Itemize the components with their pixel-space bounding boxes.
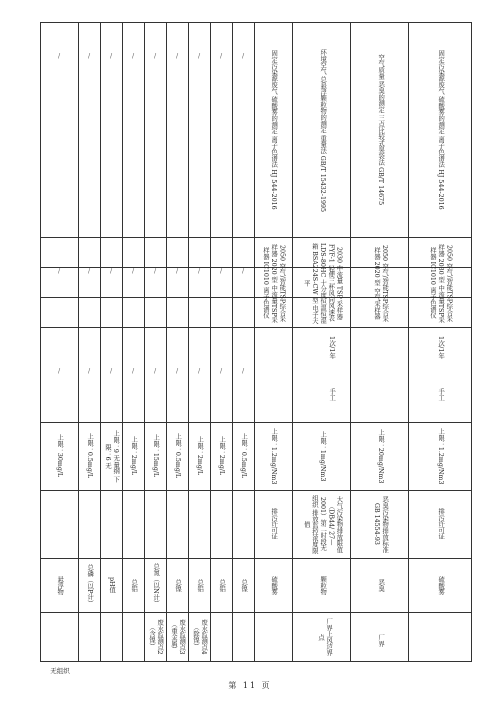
item-row6: 总镍 [174, 578, 182, 592]
limit-odor: 上限：20mg/Nm3 [377, 428, 385, 484]
empty-slash: / [197, 367, 201, 375]
limit-row7: 上限：2mg/L [196, 436, 204, 476]
empty-slash: / [87, 367, 91, 375]
empty-slash: / [197, 52, 201, 60]
empty-slash: / [153, 367, 157, 375]
page-number: 第 11 页 [228, 681, 272, 690]
limit-row9: 上限：0.5mg/L [240, 433, 248, 479]
method-sulfuric: 固定污染源废气 硫酸雾的测定 离子色谱法 HJ 544-2016 [270, 50, 278, 210]
instrument-sulfuric2: 2050 空气/智能TSP综合采样器 2030 型 中流量TSP采样器 IC1010 离子色谱仪 [428, 243, 453, 323]
col-divider [40, 237, 472, 238]
item-row2: 总磷（以P计） [86, 563, 94, 607]
point-boundary: 厂界上风边界点 [317, 618, 333, 656]
empty-slash: / [197, 267, 201, 275]
standard-air: 大气污染物排放限值（DB44/ 27—2001）第二时段无组织 排放监控浓度限值 [302, 494, 343, 554]
item-row5: 总氮（以N计） [152, 563, 160, 607]
empty-slash: / [241, 267, 245, 275]
limit-particulate: 上限：1mg/Nm3 [319, 430, 327, 482]
table-grid [40, 22, 472, 662]
row-divider [408, 22, 409, 662]
point-row6: 废水监测点3（重金属） [170, 619, 186, 655]
group-unorganized: 无组织 [50, 666, 70, 675]
empty-slash: / [109, 367, 113, 375]
item-particulate: 颗粒物 [319, 575, 327, 595]
freq-boundary: 1次/1年 [328, 335, 336, 359]
empty-slash: / [87, 267, 91, 275]
empty-slash: / [219, 52, 223, 60]
empty-slash: / [175, 267, 179, 275]
limit-sulfuric2: 上限：1.2mg/Nm3 [437, 427, 445, 485]
limit-row3: 上限：9 无量纲 下限：6 无 [104, 429, 120, 483]
freq-sulfuric2: 1次/1年 [437, 335, 445, 359]
limit-row1: 上限：30mg/L [56, 434, 64, 478]
instrument-odor: 2050 空气/智能TSP综合采样器 2020 型 空气采样器 [373, 244, 389, 322]
point-row5: 废水监测点2（含镍） [148, 619, 164, 655]
limit-sulfuric: 上限：1.2mg/Nm3 [270, 427, 278, 485]
limit-row5: 上限：15mg/L [152, 434, 160, 478]
permit-sulfuric: 排污许可证 [270, 508, 278, 540]
col-divider [40, 612, 472, 613]
item-row3: pH值 [108, 577, 116, 593]
limit-row6: 上限：0.5mg/L [174, 433, 182, 479]
empty-slash: / [57, 367, 61, 375]
empty-slash: / [131, 52, 135, 60]
item-odor: 恶臭 [377, 578, 385, 592]
limit-row4: 上限：2mg/L [130, 436, 138, 476]
empty-slash: / [109, 267, 113, 275]
permit-sulfuric2: 排污许可证 [437, 508, 445, 540]
empty-slash: / [57, 52, 61, 60]
item-sulfuric: 硫酸雾 [270, 575, 278, 595]
item-sulfuric2: 硫酸雾 [437, 575, 445, 595]
point-row7: 废水监测点4（除镍） [192, 619, 208, 655]
empty-slash: / [87, 52, 91, 60]
col-divider [40, 422, 472, 423]
empty-slash: / [175, 367, 179, 375]
item-row7: 总铝 [196, 578, 204, 592]
empty-slash: / [241, 367, 245, 375]
item-row1: 悬浮物 [56, 575, 64, 595]
empty-slash: / [219, 367, 223, 375]
limit-row8: 上限：2mg/L [218, 436, 226, 476]
method-particulate: 环境空气 总悬浮颗粒物的测定 重量法 GB/T 15432-1995 [319, 48, 327, 212]
empty-slash: / [241, 52, 245, 60]
manual-boundary: 手工 [328, 388, 336, 401]
col-divider [40, 558, 472, 559]
empty-slash: / [131, 367, 135, 375]
empty-slash: / [175, 52, 179, 60]
empty-slash: / [109, 52, 113, 60]
empty-slash: / [153, 52, 157, 60]
empty-slash: / [219, 267, 223, 275]
empty-slash: / [131, 267, 135, 275]
limit-row2: 上限：0.5mg/L [86, 433, 94, 479]
method-odor: 空气质量 恶臭的测定 三点比较式臭袋法 GB/T 14675 [377, 54, 385, 206]
standard-odor: 恶臭污染物排放标准 GB 14554-93 [373, 495, 389, 553]
group-factory-boundary: 厂界 [377, 633, 385, 647]
manual-sulfuric2: 手工 [437, 388, 445, 401]
instrument-sulfuric: 2050 空气/智能TSP综合采样器 2020 型 中流量TSP采样器 IC1010 离子色谱仪 [261, 243, 286, 323]
empty-slash: / [57, 267, 61, 275]
col-divider [40, 490, 472, 491]
item-row8: 总铝 [218, 578, 226, 592]
item-row4: 总铝 [130, 578, 138, 592]
method-sulfuric2: 固定污染源废气 硫酸雾的测定 离子色谱法 HJ 544-2016 [437, 50, 445, 210]
instrument-particulate: 2030 中流量 TSP 采样器 FYF-1 轻便三杯风向风速表 LDS-80HC 十分度恒温恒湿箱 BSA224S-CW 型 电子天平 [302, 242, 343, 324]
item-row9: 总镍 [240, 578, 248, 592]
empty-slash: / [153, 267, 157, 275]
